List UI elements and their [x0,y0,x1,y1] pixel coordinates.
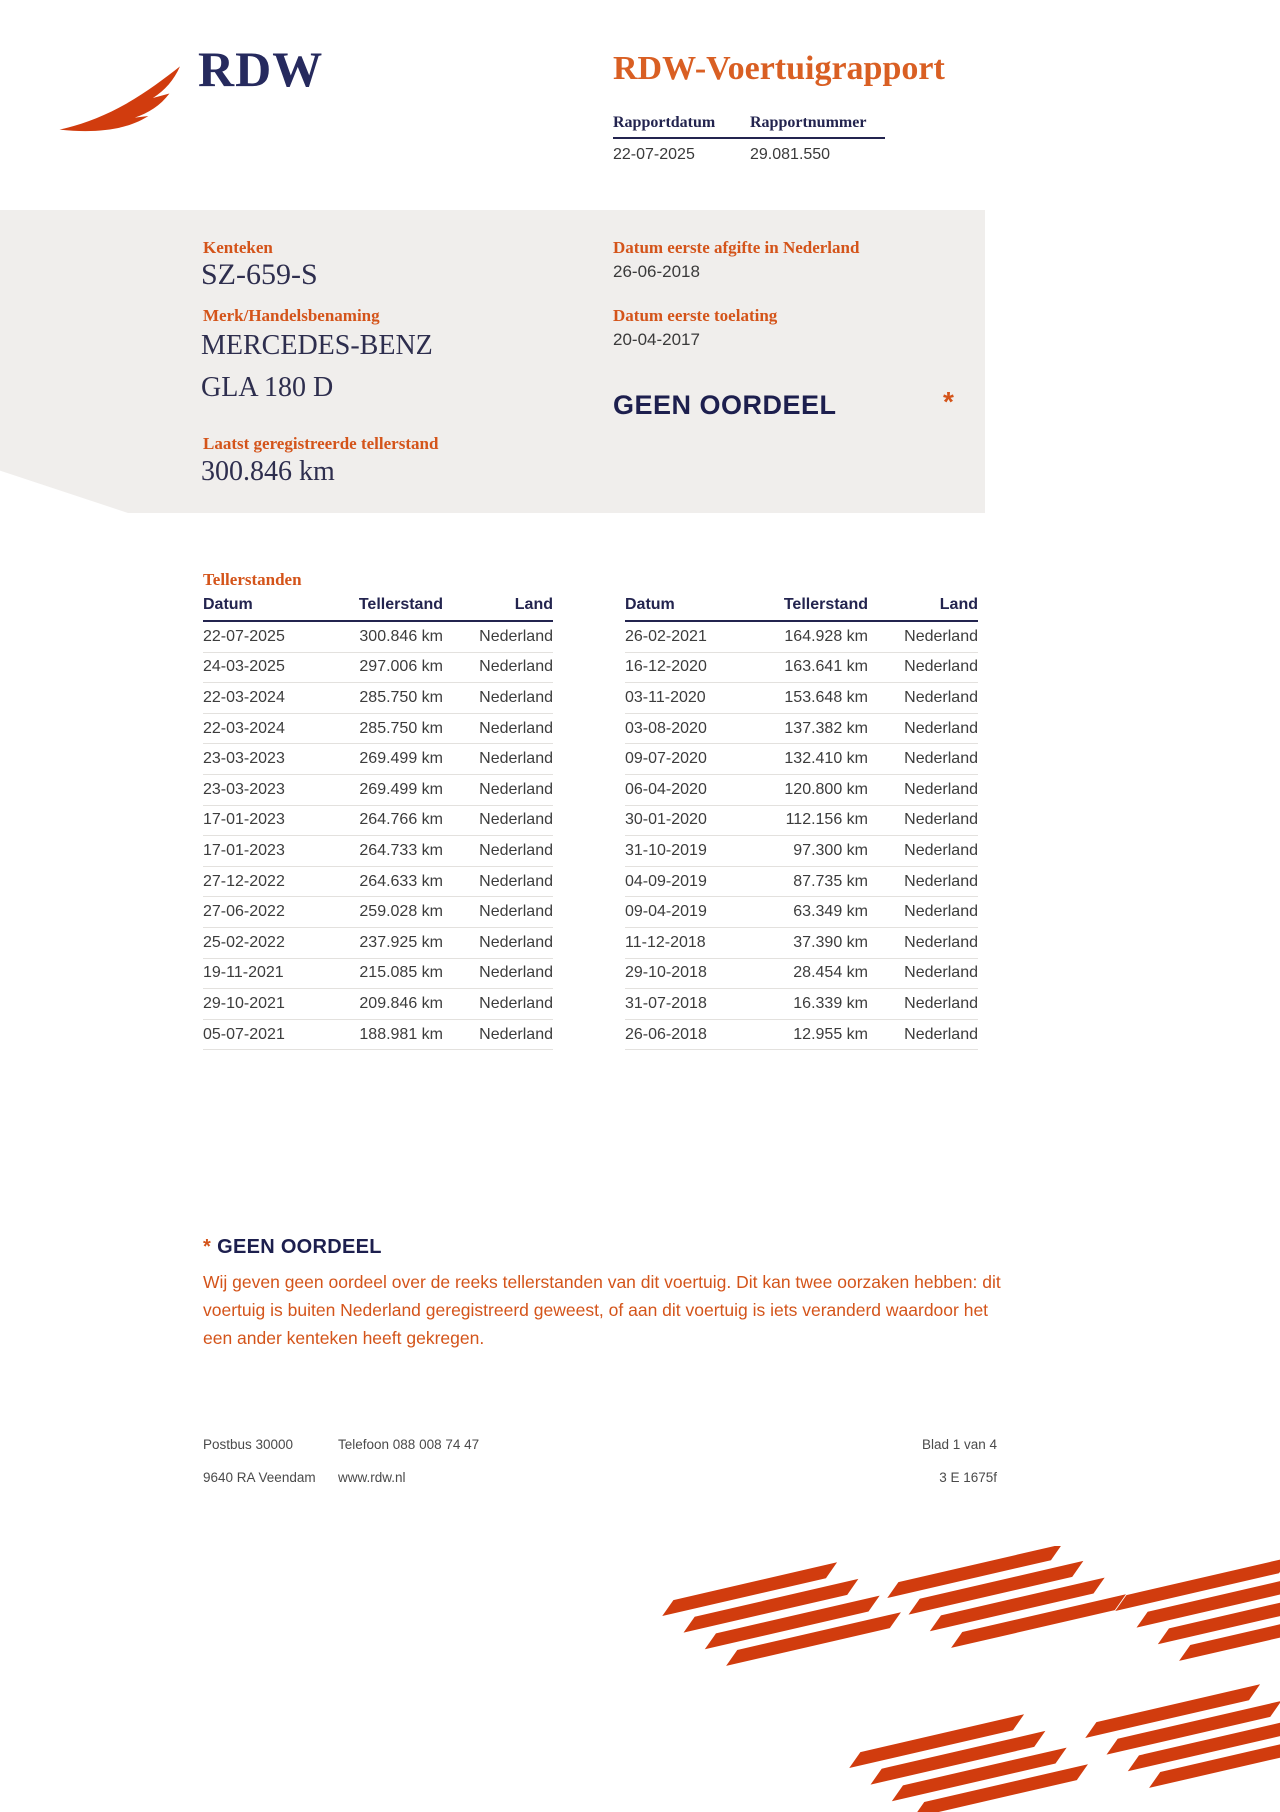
country-cell: Nederland [479,719,553,737]
report-meta-labels [613,114,885,139]
country-cell: Nederland [479,811,553,829]
odometer-cell: 285.750 km [359,719,443,737]
odometer-cell: 259.028 km [359,903,443,921]
odometer-cell: 269.499 km [359,750,443,768]
tellerstand-column-header: Tellerstand [783,596,868,613]
country-cell: Nederland [479,841,553,859]
odometer-cell: 188.981 km [359,1025,443,1043]
date-cell: 26-02-2021 [625,627,707,645]
table-row [203,775,553,806]
table-row [203,683,553,714]
odometer-cell: 153.648 km [784,688,868,706]
merk-value-line2: GLA 180 D [201,372,334,403]
land-column-header: Land [939,596,978,613]
footer-form-code: 3 E 1675f [939,1470,997,1485]
odometer-cell: 264.733 km [359,841,443,859]
odometer-cell: 132.410 km [784,750,868,768]
country-cell: Nederland [904,688,978,706]
country-cell: Nederland [904,627,978,645]
table-row [203,928,553,959]
report-meta-values [613,139,885,164]
country-cell: Nederland [479,750,553,768]
rdw-logo-swoosh-icon [55,58,183,144]
country-cell: Nederland [479,964,553,982]
stripe-cluster [1119,1547,1280,1678]
date-cell: 26-06-2018 [625,1025,707,1043]
country-cell: Nederland [479,994,553,1012]
date-cell: 03-08-2020 [625,719,707,737]
odometer-cell: 120.800 km [784,780,868,798]
country-cell: Nederland [479,658,553,676]
odometer-cell: 28.454 km [793,964,868,982]
table-header-row [625,596,978,622]
country-cell: Nederland [479,872,553,890]
date-cell: 23-03-2023 [203,780,285,798]
table-row [625,897,978,928]
date-cell: 31-07-2018 [625,994,707,1012]
footnote-title-text: GEEN OORDEEL [217,1236,382,1258]
date-cell: 05-07-2021 [203,1025,285,1043]
report-date-label: Rapportdatum [613,114,716,131]
tellerstand-value: 300.846 km [201,456,335,487]
date-cell: 17-01-2023 [203,841,285,859]
table-row [203,867,553,898]
odometer-cell: 264.766 km [359,811,443,829]
odometer-cell: 97.300 km [793,841,868,859]
eerste-afgifte-value: 26-06-2018 [613,262,700,281]
tellerstanden-section-title: Tellerstanden [203,570,302,589]
report-date-value: 22-07-2025 [613,146,695,163]
odometer-cell: 16.339 km [793,994,868,1012]
oordeel-asterisk-marker: * [943,386,954,417]
table-row [625,744,978,775]
date-cell: 22-03-2024 [203,688,285,706]
table-row [625,653,978,684]
country-cell: Nederland [904,964,978,982]
footnote-title [203,1236,382,1259]
stripe-cluster [891,1546,1123,1666]
odometer-cell: 137.382 km [784,719,868,737]
report-number-value: 29.081.550 [750,146,831,163]
table-row [625,622,978,653]
date-cell: 31-10-2019 [625,841,707,859]
date-cell: 25-02-2022 [203,933,285,951]
date-cell: 24-03-2025 [203,658,285,676]
country-cell: Nederland [479,933,553,951]
odometer-cell: 112.156 km [785,811,868,829]
odometer-cell: 164.928 km [784,627,868,645]
merk-label: Merk/Handelsbenaming [203,306,380,325]
date-cell: 27-12-2022 [203,872,285,890]
odometer-cell: 285.750 km [359,688,443,706]
odometer-cell: 215.085 km [359,964,443,982]
country-cell: Nederland [904,933,978,951]
stripe-cluster [853,1704,1085,1812]
table-header-row [203,596,553,622]
table-row [625,1020,978,1051]
country-cell: Nederland [904,658,978,676]
country-cell: Nederland [479,688,553,706]
odometer-cell: 209.846 km [359,994,443,1012]
table-row [625,806,978,837]
table-row [203,836,553,867]
eerste-afgifte-label: Datum eerste afgifte in Nederland [613,238,860,257]
country-cell: Nederland [479,627,553,645]
footer-website: www.rdw.nl [338,1470,406,1485]
date-cell: 19-11-2021 [203,964,284,982]
footnote-body: Wij geven geen oordeel over de reeks tellerstanden van dit voertuig. Dit kan twee oorzaken hebben: dit voertuig is buiten Nederland geregistreerd geweest, of aan dit voertuig is iets veranderd waardoor het een ander kenteken heeft gekregen. [203,1272,1001,1348]
table-row [625,959,978,990]
date-cell: 09-04-2019 [625,903,707,921]
country-cell: Nederland [904,750,978,768]
odometer-cell: 63.349 km [793,903,868,921]
footer-po-box: Postbus 30000 [203,1437,294,1452]
date-cell: 17-01-2023 [203,811,285,829]
table-row [625,775,978,806]
country-cell: Nederland [904,1025,978,1043]
odometer-cell: 297.006 km [359,658,443,676]
odometer-cell: 37.390 km [793,933,868,951]
country-cell: Nederland [904,872,978,890]
kenteken-label: Kenteken [203,238,273,257]
report-number-label: Rapportnummer [750,114,867,131]
footer-city: 9640 RA Veendam [203,1470,316,1485]
odometer-table-right [625,596,978,1050]
land-column-header: Land [514,596,553,613]
datum-column-header: Datum [203,596,253,613]
date-cell: 06-04-2020 [625,780,707,798]
odometer-cell: 237.925 km [359,933,443,951]
country-cell: Nederland [904,780,978,798]
date-cell: 03-11-2020 [625,688,706,706]
table-row [625,989,978,1020]
date-cell: 22-03-2024 [203,719,285,737]
stripe-cluster [666,1552,898,1683]
country-cell: Nederland [904,903,978,921]
date-cell: 30-01-2020 [625,811,707,829]
date-cell: 29-10-2018 [625,964,707,982]
datum-column-header: Datum [625,596,675,613]
table-row [625,683,978,714]
country-cell: Nederland [904,994,978,1012]
date-cell: 04-09-2019 [625,872,707,890]
footnote-asterisk-marker: * [203,1236,212,1258]
country-cell: Nederland [904,811,978,829]
date-cell: 11-12-2018 [625,933,706,951]
footer-page-indicator: Blad 1 van 4 [921,1437,997,1452]
country-cell: Nederland [904,719,978,737]
tellerstand-label: Laatst geregistreerde tellerstand [203,434,439,453]
table-row [203,653,553,684]
report-title: RDW-Voertuigrapport [613,50,945,87]
merk-value-line1: MERCEDES-BENZ [201,330,433,361]
date-cell: 16-12-2020 [625,658,707,676]
table-row [203,744,553,775]
table-row [203,714,553,745]
date-cell: 29-10-2021 [203,994,285,1012]
eerste-toelating-value: 20-04-2017 [613,330,700,349]
table-row [203,622,553,653]
date-cell: 27-06-2022 [203,903,285,921]
date-cell: 09-07-2020 [625,750,707,768]
corner-stripes-graphic [648,1546,1280,1812]
table-row [203,1020,553,1051]
table-row [203,989,553,1020]
date-cell: 23-03-2023 [203,750,285,768]
table-row [203,806,553,837]
odometer-cell: 300.846 km [359,627,443,645]
country-cell: Nederland [479,1025,553,1043]
odometer-cell: 12.955 km [793,1025,868,1043]
oordeel-status: GEEN OORDEEL [613,390,837,420]
kenteken-value: SZ-659-S [201,258,318,291]
country-cell: Nederland [479,780,553,798]
footer-phone: Telefoon 088 008 74 47 [338,1437,480,1452]
odometer-cell: 264.633 km [359,872,443,890]
rdw-logo-text: RDW [198,41,324,97]
report-meta [613,114,885,164]
table-row [625,928,978,959]
table-row [203,897,553,928]
eerste-toelating-label: Datum eerste toelating [613,306,778,325]
odometer-table-left [203,596,553,1050]
table-row [203,959,553,990]
table-row [625,867,978,898]
tellerstand-column-header: Tellerstand [358,596,443,613]
stripe-cluster [1089,1674,1280,1805]
odometer-cell: 163.641 km [784,658,868,676]
odometer-cell: 269.499 km [359,780,443,798]
date-cell: 22-07-2025 [203,627,285,645]
country-cell: Nederland [479,903,553,921]
table-row [625,714,978,745]
odometer-cell: 87.735 km [793,872,868,890]
country-cell: Nederland [904,841,978,859]
table-row [625,836,978,867]
